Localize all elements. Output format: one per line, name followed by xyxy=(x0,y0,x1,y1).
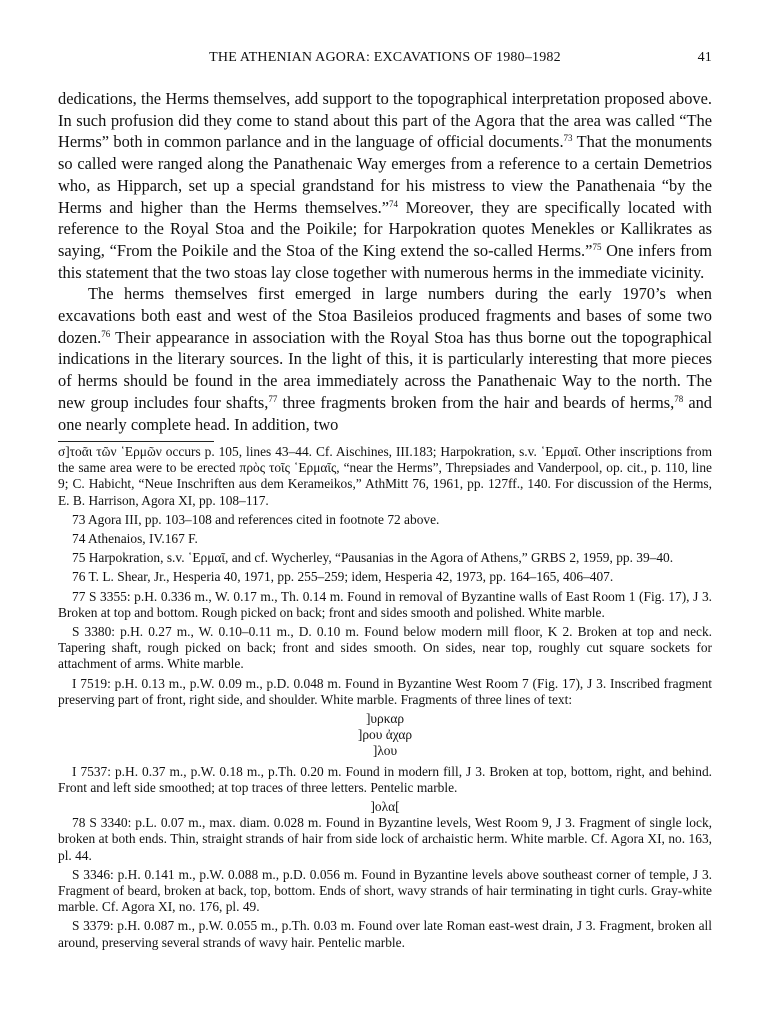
footnotes xyxy=(58,444,712,954)
text-segment: The herms themselves first emerged in large numbers during the early 1970’s when excavations both east and west of the Stoa Basileios produced fragments and bases of some two dozen. xyxy=(58,284,712,347)
running-header xyxy=(58,50,712,70)
paragraph-1 xyxy=(58,88,712,283)
footnote-ref-78: 78 xyxy=(674,393,684,404)
text-segment: Moreover, they are specifically located with reference to the Royal Stoa and the Poikile; for Harpokration quotes Menekles or Kallikrates as saying, “From the Poikile and the Stoa of the King extend the so-called Herms.” xyxy=(58,197,713,260)
page-number: 41 xyxy=(697,50,712,65)
footnote-ref-77: 77 xyxy=(268,393,278,404)
text-segment: That the monuments so called were ranged along the Panathenaic Way emerges from a reference to a certain Demetrios who, as Hipparch, set up a special grandstand for his mistress to view the Panathenaia “by the Herms and higher than the Herms themselves.” xyxy=(58,132,713,217)
main-text xyxy=(58,88,712,435)
footnote-78-s3346: S 3346: p.H. 0.141 m., p.W. 0.088 m., p.D. 0.056 m. Found in Byzantine levels above southeast corner of temple, J 3. Fragment of beard, broken at back, top, bottom. Ends of short, wavy strands of hair terminating in tight curls. Gray-white marble. Cf. Agora XI, no. 176, pl. 49. xyxy=(58,866,712,915)
footnote-78: 78 S 3340: p.L. 0.07 m., max. diam. 0.028 m. Found in Byzantine levels, West Room 9, J 3. Fragment of single lock, broken at both ends. Thin, straight strands of hair from side lock of archaistic herm. White marble. Cf. Agora XI, no. 163, pl. 44. xyxy=(58,815,712,863)
text-segment: dedications, the Herms themselves, add support to the topographical interpretation proposed above. In such profusion did they come to stand about this part of the Agora that the area was called “The Herms” both in common parlance and in the language of official documents. xyxy=(58,89,712,152)
inscription-text xyxy=(58,711,712,760)
footnote-ref-75: 75 xyxy=(592,241,602,252)
footnote-75: 75 Harpokration, s.v. ῾Ερμαῖ, and cf. Wycherley, “Pausanias in the Agora of Athens,” GRBS 2, 1959, pp. 39–40. xyxy=(72,550,674,566)
footnote-73: 73 Agora III, pp. 103–108 and references cited in footnote 72 above. xyxy=(72,511,440,527)
footnote-rule xyxy=(58,441,214,442)
text-segment: Their appearance in association with the Royal Stoa has thus borne out the topographical indications in the literary sources. In the light of this, it is particularly interesting that more pieces of herms should be found in the area immediately across the Panathenaic Way to the north. The new group includes four shafts, xyxy=(58,327,712,412)
footnote-78-s3379: S 3379: p.H. 0.087 m., p.W. 0.055 m., p.Th. 0.03 m. Found over late Roman east-west drain, J 3. Fragment, broken all around, preserving several strands of wavy hair. Pentelic marble. xyxy=(58,918,712,950)
text-segment: three fragments broken from the hair and beards of herms, xyxy=(277,392,675,412)
inscription-line: ]ρου ἀχαρ xyxy=(357,727,413,743)
footnote-77-i7537: I 7537: p.H. 0.37 m., p.W. 0.18 m., p.Th. 0.20 m. Found in modern fill, J 3. Broken at top, bottom, right, and behind. Front and left side smoothed; at top traces of three letters. Pentelic marble. xyxy=(58,763,712,795)
running-title: THE ATHENIAN AGORA: EXCAVATIONS OF 1980–1982 xyxy=(209,50,561,65)
paragraph-2 xyxy=(58,283,712,435)
footnote-77-i7519: I 7519: p.H. 0.13 m., p.W. 0.09 m., p.D. 0.048 m. Found in Byzantine West Room 7 (Fig. 17), J 3. Inscribed fragment preserving part of front, right side, and shoulder. White marble. Fragments of three lines of text: xyxy=(58,675,712,707)
footnote-ref-73: 73 xyxy=(563,133,573,144)
inscription-line: ]υρκαρ xyxy=(365,711,405,727)
text-segment: and one nearly complete head. In addition, two xyxy=(58,392,712,434)
text-segment: One infers from this statement that the two stoas lay close together with numerous herms in the immediate vicinity. xyxy=(58,240,713,282)
footnote-72-continued: σ]τοᾶι τῶν ῾Ερμῶν occurs p. 105, lines 43–44. Cf. Aischines, III.183; Harpokration, s.v. ῾Ερμαῖ. Other inscriptions from the same area were to be erected πρὸς τοῖς ῾Ερμαῖς, “near the Herms”, Threpsiades and Vanderpool, op. cit., p. 110, line 9; C. Habicht, “Neue Inschriften aus dem Kerameikos,” AthMitt 76, 1961, pp. 127ff., 140. For discussion of the Herms, E. B. Harrison, Agora XI, pp. 108–117. xyxy=(58,444,712,508)
footnote-74: 74 Athenaios, IV.167 F. xyxy=(72,531,198,547)
footnote-77: 77 S 3355: p.H. 0.336 m., W. 0.17 m., Th. 0.14 m. Found in removal of Byzantine walls of East Room 1 (Fig. 17), J 3. Broken at top and bottom. Rough picked on back; front and sides smooth and polished. White marble. xyxy=(58,588,712,620)
footnote-76: 76 T. L. Shear, Jr., Hesperia 40, 1971, pp. 255–259; idem, Hesperia 42, 1973, pp. 164–165, 406–407. xyxy=(72,569,614,585)
footnote-77-s3380: S 3380: p.H. 0.27 m., W. 0.10–0.11 m., D. 0.10 m. Found below modern mill floor, K 2. Broken at top and neck. Tapering shaft, rough picked on back; front and sides smooth. On sides, near top, roughly cut square sockets for attachment of arms. White marble. xyxy=(58,624,712,672)
footnote-ref-76: 76 xyxy=(101,328,111,339)
inscription-line: ]λου xyxy=(372,743,398,759)
inscription-line: ]ολα[ xyxy=(370,799,400,815)
footnote-ref-74: 74 xyxy=(389,198,399,209)
